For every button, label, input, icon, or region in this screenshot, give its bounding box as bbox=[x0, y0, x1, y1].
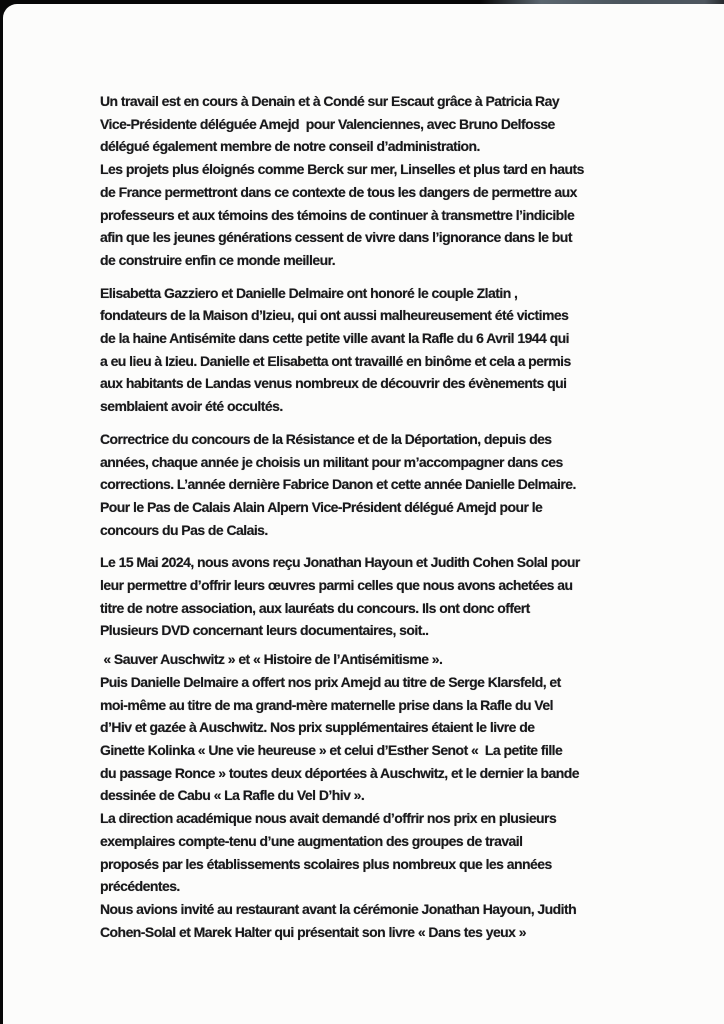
text-line: semblaient avoir été occultés. bbox=[100, 398, 283, 415]
text-line: fondateurs de la Maison d’Izieu, qui ont aussi malheureusement été victimes bbox=[100, 307, 569, 324]
paragraph bbox=[100, 90, 660, 272]
text-line: concours du Pas de Calais. bbox=[100, 521, 268, 538]
paragraph bbox=[100, 648, 660, 943]
text-line: Vice-Présidente déléguée Amejd pour Valenciennes, avec Bruno Delfosse bbox=[100, 115, 555, 132]
text-line: La direction académique nous avait demandé d’offrir nos prix en plusieurs bbox=[100, 810, 557, 827]
paragraph bbox=[100, 551, 660, 642]
text-line: de France permettront dans ce contexte de tous les dangers de permettre aux bbox=[100, 183, 577, 200]
text-line: Les projets plus éloignés comme Berck sur mer, Linselles et plus tard en hauts bbox=[100, 161, 584, 178]
text-line: afin que les jeunes générations cessent de vivre dans l’ignorance dans le but bbox=[100, 229, 572, 246]
text-line: a eu lieu à Izieu. Danielle et Elisabetta ont travaillé en binôme et cela a permis bbox=[100, 352, 571, 369]
paragraph bbox=[100, 428, 660, 542]
text-line: Nous avions invité au restaurant avant la cérémonie Jonathan Hayoun, Judith bbox=[100, 900, 577, 917]
page-text bbox=[100, 90, 660, 943]
text-line: leur permettre d’offrir leurs œuvres parmi celles que nous avons achetées au bbox=[100, 577, 573, 594]
text-line: précédentes. bbox=[100, 878, 180, 895]
text-line: aux habitants de Landas venus nombreux de découvrir des évènements qui bbox=[100, 375, 567, 392]
text-line: Plusieurs DVD concernant leurs documentaires, soit.. bbox=[100, 622, 429, 639]
text-line: de construire enfin ce monde meilleur. bbox=[100, 251, 336, 268]
text-line: Pour le Pas de Calais Alain Alpern Vice-Président délégué Amejd pour le bbox=[100, 498, 543, 515]
text-line: d’Hiv et gazée à Auschwitz. Nos prix supplémentaires étaient le livre de bbox=[100, 719, 535, 736]
text-line: Un travail est en cours à Denain et à Condé sur Escaut grâce à Patricia Ray bbox=[100, 93, 560, 109]
text-line: Cohen-Solal et Marek Halter qui présentait son livre « Dans tes yeux » bbox=[100, 923, 526, 940]
text-line: Le 15 Mai 2024, nous avons reçu Jonathan Hayoun et Judith Cohen Solal pour bbox=[100, 554, 580, 571]
text-line: Ginette Kolinka « Une vie heureuse » et celui d’Esther Senot « La petite fille bbox=[100, 741, 563, 758]
text-line: années, chaque année je choisis un militant pour m’accompagner dans ces bbox=[100, 453, 563, 470]
text-line: exemplaires compte-tenu d’une augmentation des groupes de travail bbox=[100, 832, 523, 849]
text-line: proposés par les établissements scolaires plus nombreux que les années bbox=[100, 855, 552, 872]
text-line: moi-même au titre de ma grand-mère maternelle prise dans la Rafle du Vel bbox=[100, 696, 553, 713]
text-line: professeurs et aux témoins des témoins de continuer à transmettre l’indicible bbox=[100, 206, 575, 223]
text-line: Puis Danielle Delmaire a offert nos prix Amejd au titre de Serge Klarsfeld, et bbox=[100, 673, 561, 690]
text-line: « Sauver Auschwitz » et « Histoire de l’Antisémitisme ». bbox=[100, 651, 443, 668]
scanned-page bbox=[3, 4, 724, 1024]
text-line: dessinée de Cabu « La Rafle du Vel D’hiv ». bbox=[100, 787, 365, 804]
text-line: délégué également membre de notre conseil d’administration. bbox=[100, 138, 480, 155]
text-line: Elisabetta Gazziero et Danielle Delmaire ont honoré le couple Zlatin , bbox=[100, 284, 518, 301]
text-line: de la haine Antisémite dans cette petite ville avant la Rafle du 6 Avril 1944 qui bbox=[100, 330, 569, 347]
text-line: titre de notre association, aux lauréats du concours. Ils ont donc offert bbox=[100, 599, 530, 616]
paragraph bbox=[100, 282, 660, 418]
text-line: du passage Ronce » toutes deux déportées à Auschwitz, et le dernier la bande bbox=[100, 764, 579, 781]
text-line: Correctrice du concours de la Résistance et de la Déportation, depuis des bbox=[100, 430, 552, 447]
text-line: corrections. L’année dernière Fabrice Danon et cette année Danielle Delmaire. bbox=[100, 476, 576, 493]
